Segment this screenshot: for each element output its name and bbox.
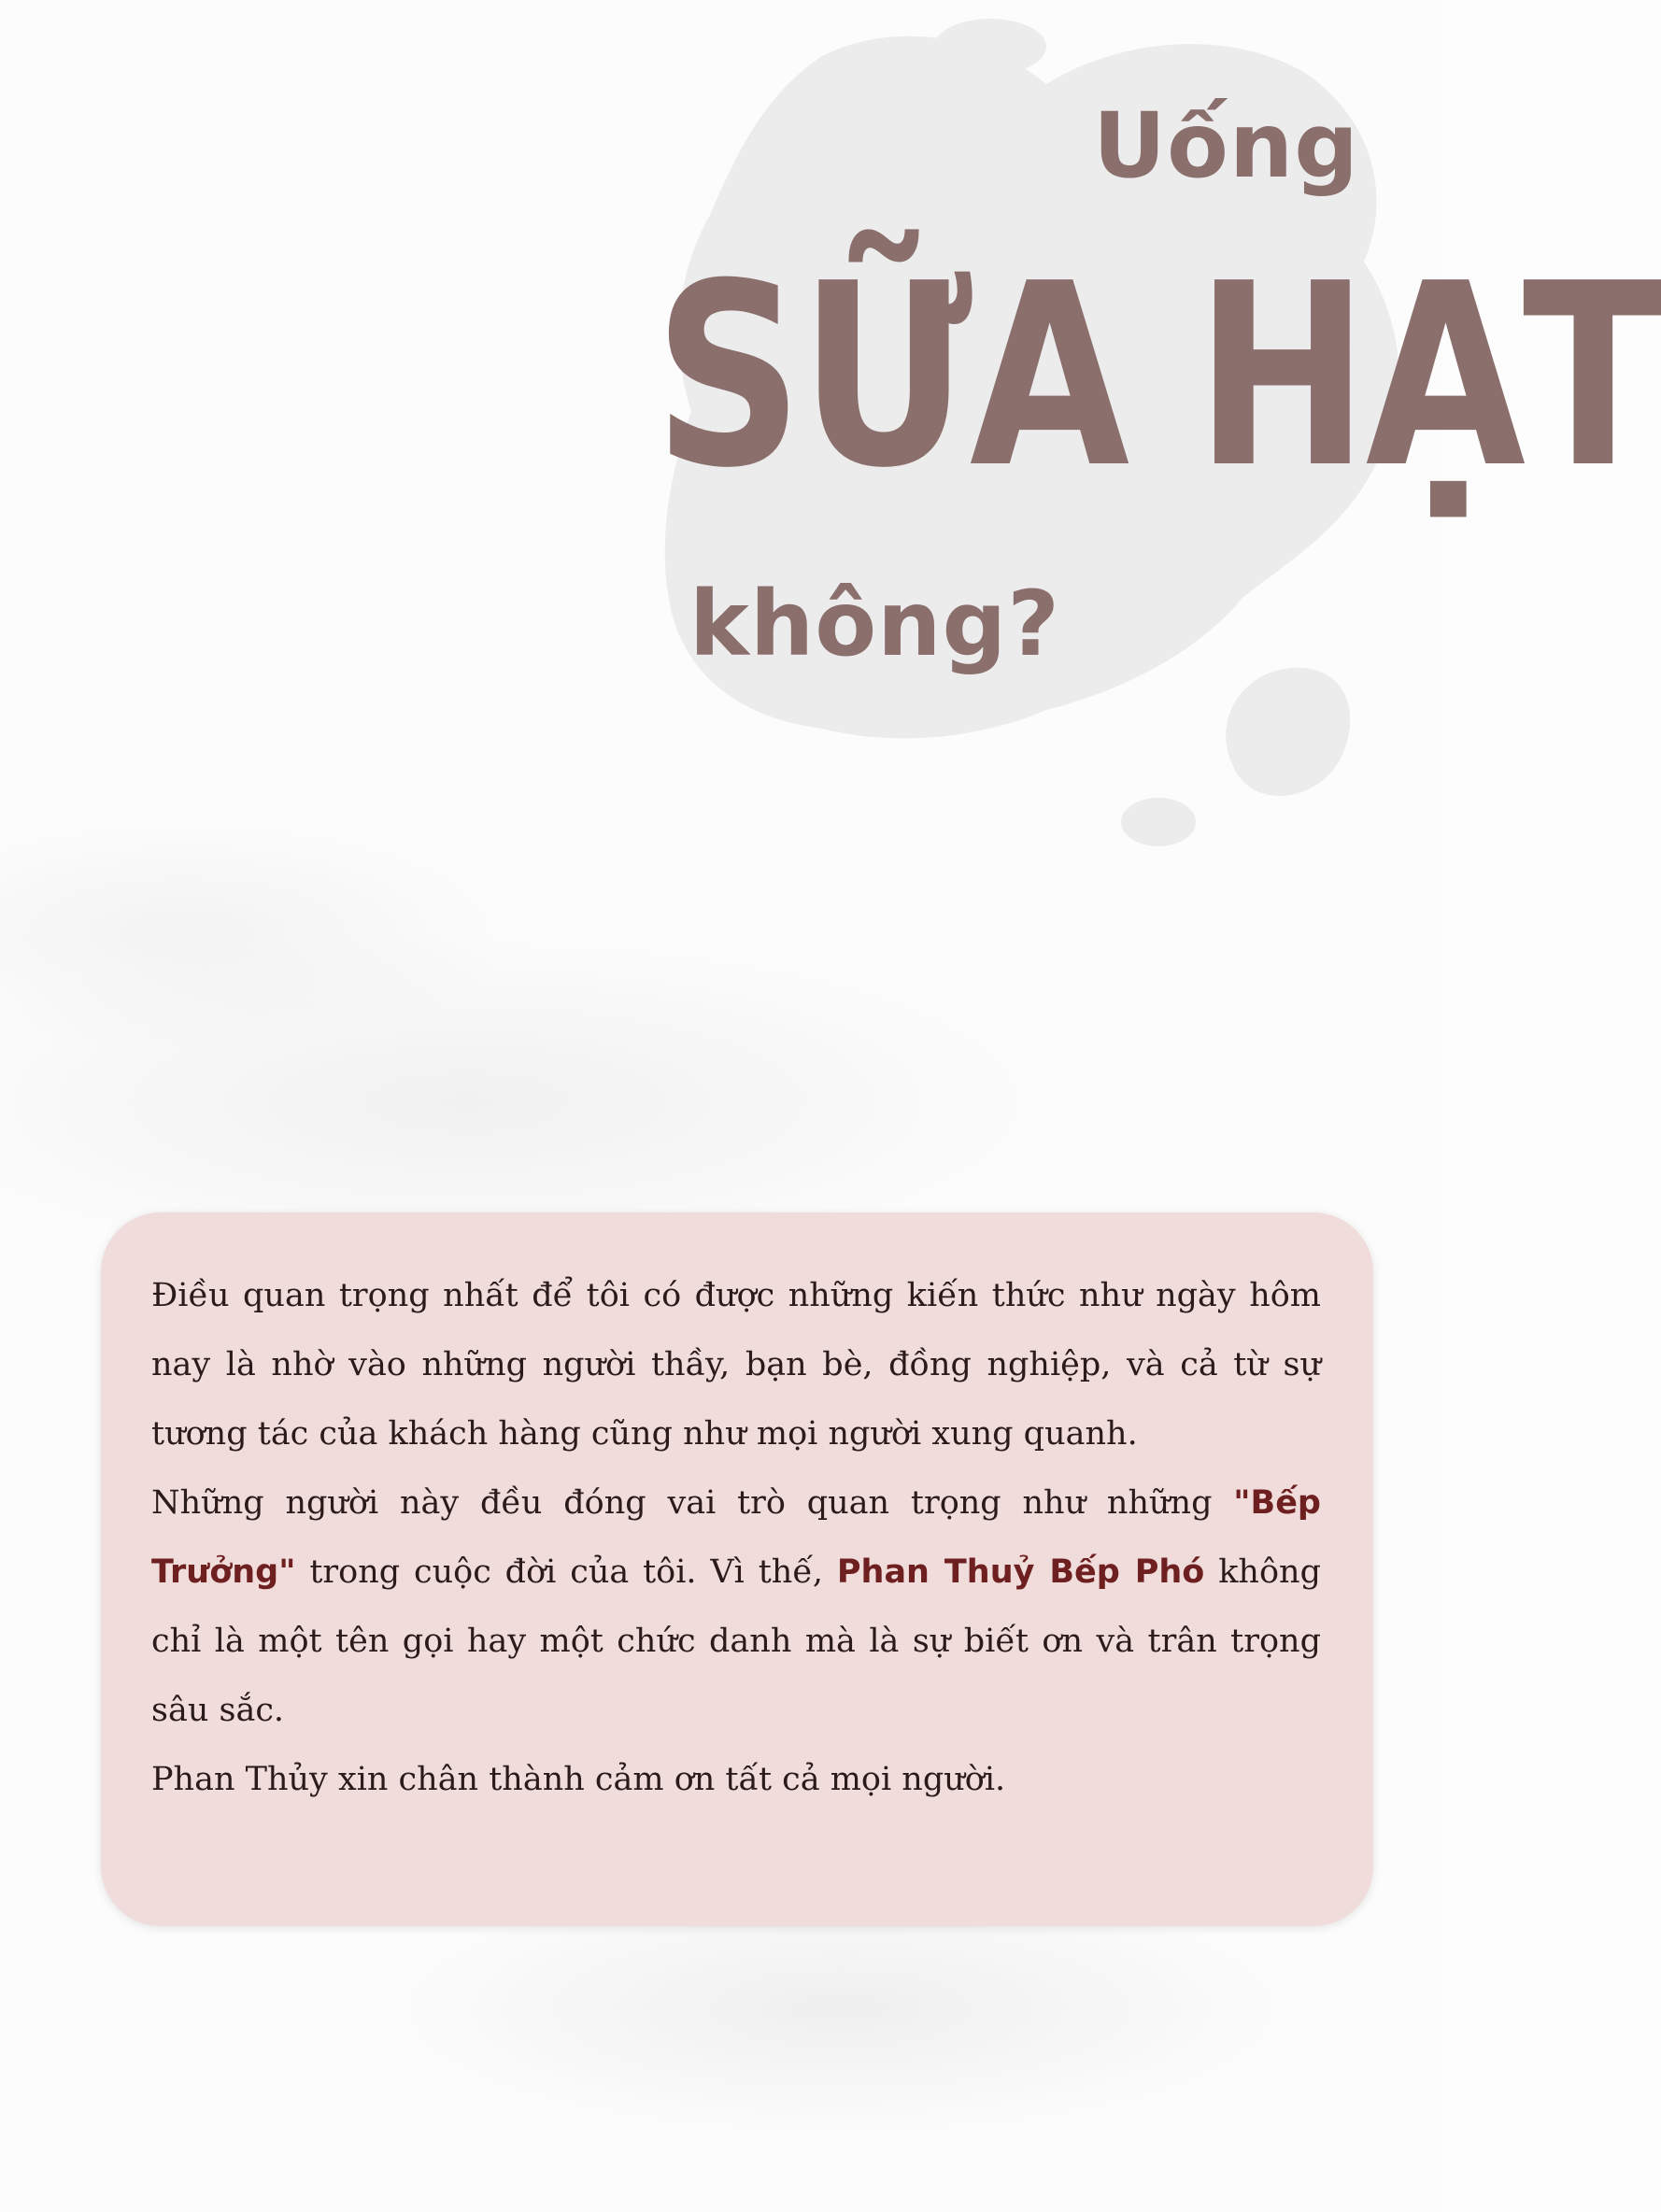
splash-blob-drop-2 [934, 19, 1046, 75]
title-line-2: SỮA HẠT [654, 229, 1661, 523]
acknowledgement-card [101, 1212, 1373, 1926]
splash-blob-drop-1 [1226, 668, 1350, 796]
p2-bold-chef: "Bếp Trưởng" [151, 1484, 1321, 1591]
card-paragraph-2 [151, 1468, 1321, 1745]
splash-blob-drop-3 [1121, 798, 1196, 846]
p2-text-3: không chỉ là một tên gọi hay một chức danh mà là sự biết ơn và trân trọng sâu sắc. [151, 1553, 1321, 1729]
p2-text-2: trong cuộc đời của tôi. Vì thế, [295, 1553, 837, 1591]
title-line-3: không? [689, 572, 1060, 676]
card-paragraph-3: Phan Thủy xin chân thành cảm ơn tất cả mọi người. [151, 1761, 1006, 1798]
card-paragraph-1: Điều quan trọng nhất để tôi có được những kiến thức như ngày hôm nay là nhờ vào những người thầy, bạn bè, đồng nghiệp, và cả từ sự tương tác của khách hàng cũng như mọi người xung quanh. [151, 1277, 1321, 1453]
p2-text-1: Những người này đều đóng vai trò quan trọng như những [151, 1484, 1234, 1522]
p2-bold-name: Phan Thuỷ Bếp Phó [836, 1553, 1205, 1591]
title-line-1: Uống [1093, 93, 1359, 198]
